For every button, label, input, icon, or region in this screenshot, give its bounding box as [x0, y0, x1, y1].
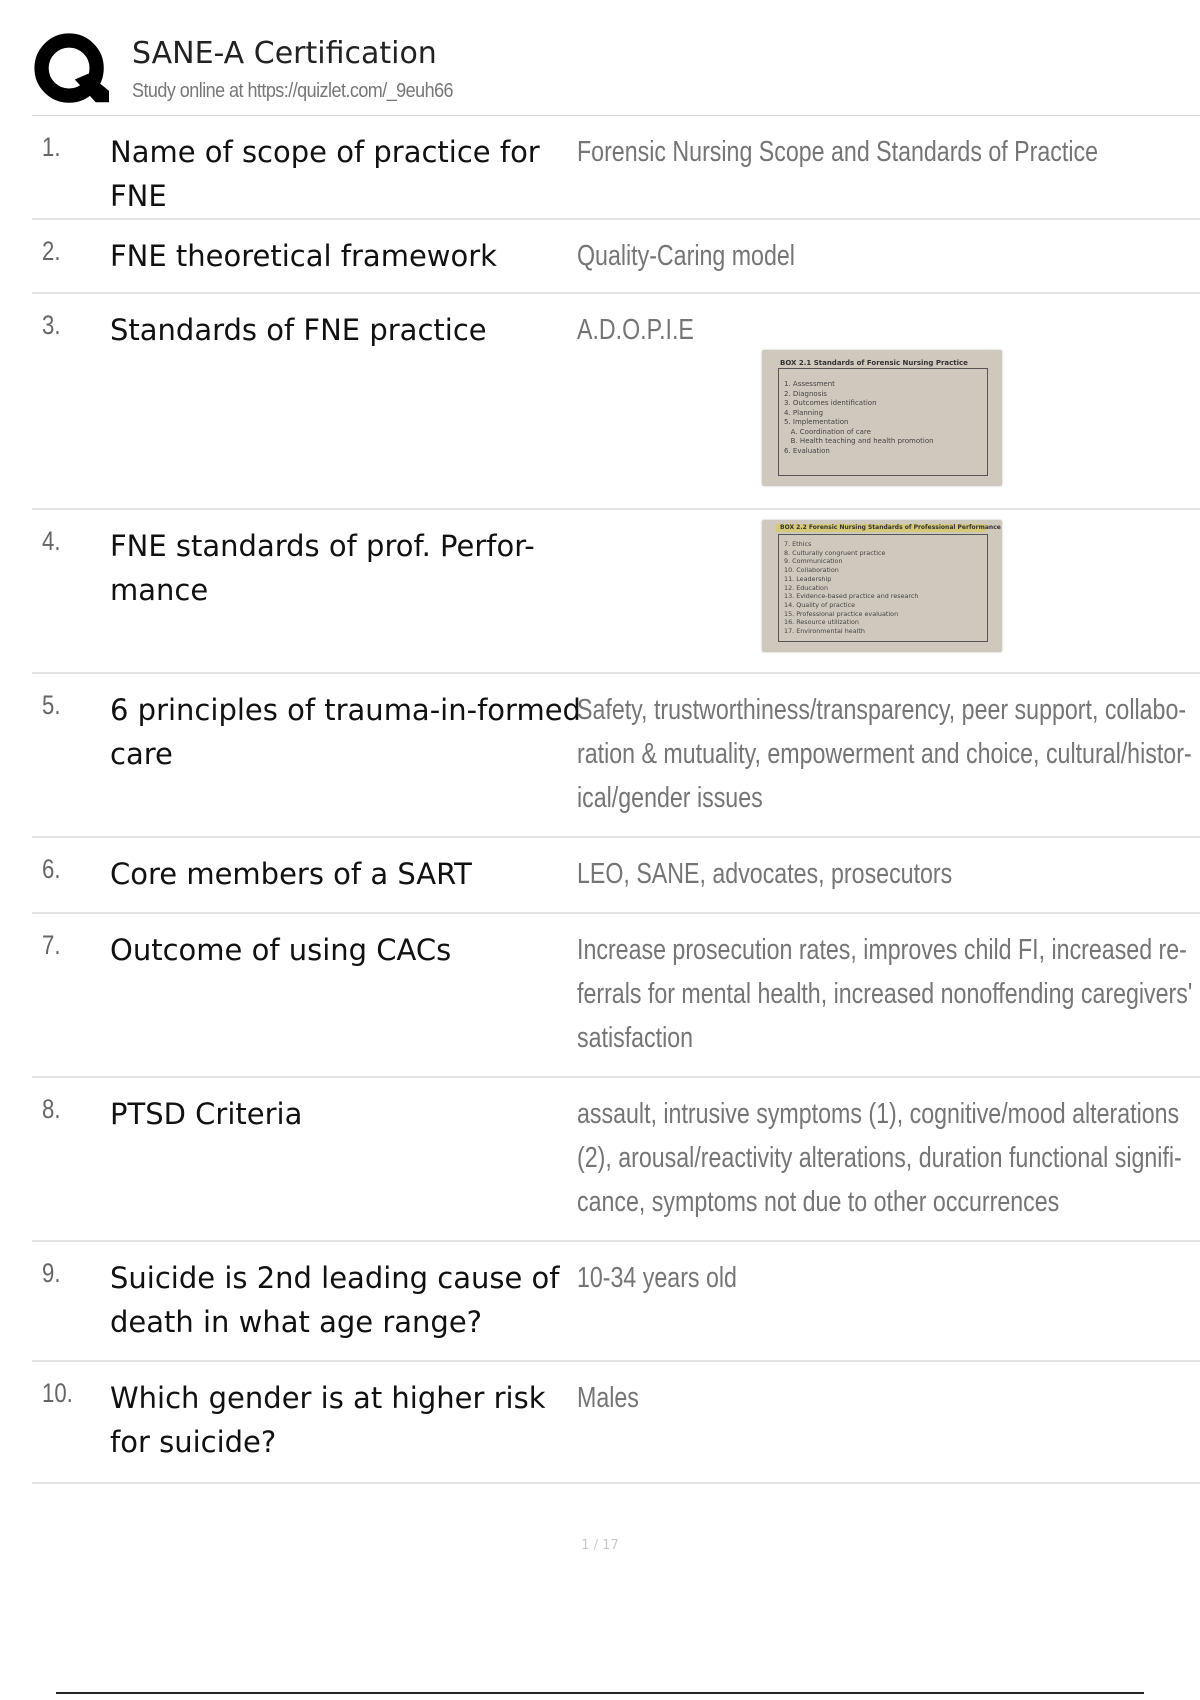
term: FNE theoretical framework	[110, 239, 497, 273]
definition: 10-34 years old	[577, 1262, 737, 1294]
definition: A.D.O.P.I.E	[577, 314, 694, 346]
definition: Males	[577, 1382, 639, 1414]
term: PTSD Criteria	[110, 1097, 303, 1131]
flashcard-row	[32, 294, 1200, 510]
flashcard-row	[32, 1078, 1200, 1242]
photo-list: 7. Ethics 8. Culturally congruent practice 9. Communication 10. Collaboration 11. Leadership 12. Education 13. Evidence-based practice and research 14. Quality of practice 15. Professional practice evaluation 16. Resource utilization 17. Environmental health	[784, 540, 919, 636]
photo-caption: BOX 2.2 Forensic Nursing Standards of Professional Performance	[780, 524, 1001, 531]
row-number: 5.	[42, 690, 61, 720]
document-header	[32, 32, 1200, 114]
flashcard-row	[32, 838, 1200, 914]
flashcard-row	[32, 914, 1200, 1078]
term: FNE standards of prof. Perfor-mance	[110, 529, 535, 607]
definition: LEO, SANE, advocates, prosecutors	[577, 858, 953, 890]
photo-caption: BOX 2.1 Standards of Forensic Nursing Practice	[780, 359, 968, 367]
page-number: 1 / 17	[581, 1538, 619, 1553]
flashcard-row	[32, 1362, 1200, 1484]
row-number: 6.	[42, 854, 61, 884]
study-online-link[interactable]: Study online at https://quizlet.com/_9euh66	[132, 80, 454, 102]
definition: Increase prosecution rates, improves child FI, increased re-ferrals for mental health, increased nonoffending caregivers' satisfaction	[577, 934, 1193, 1054]
row-number: 4.	[42, 526, 61, 556]
flashcard-row	[32, 1242, 1200, 1362]
row-number: 8.	[42, 1094, 61, 1124]
row-number: 10.	[42, 1378, 73, 1408]
row-number: 3.	[42, 310, 61, 340]
flashcard-row	[32, 674, 1200, 838]
definition: Forensic Nursing Scope and Standards of Practice	[577, 136, 1098, 168]
definition: assault, intrusive symptoms (1), cognitive/mood alterations (2), arousal/reactivity alterations, duration functional signifi-cance, symptoms not due to other occurrences	[577, 1098, 1182, 1218]
quizlet-logo-icon	[32, 32, 110, 108]
standards-box-photo	[762, 350, 1002, 486]
row-number: 7.	[42, 930, 61, 960]
definition: Safety, trustworthiness/transparency, peer support, collabo-ration & mutuality, empowerment and choice, cultural/histor-ical/gender issues	[577, 694, 1192, 814]
flashcard-row	[32, 220, 1200, 294]
term: Which gender is at higher risk for suicide?	[110, 1381, 546, 1459]
row-number: 1.	[42, 132, 61, 162]
performance-box-photo	[762, 520, 1002, 652]
term: Outcome of using CACs	[110, 933, 452, 967]
document-title: SANE-A Certification	[132, 36, 437, 71]
term: Suicide is 2nd leading cause of death in what age range?	[110, 1261, 560, 1339]
flashcard-row	[32, 510, 1200, 674]
row-number: 9.	[42, 1258, 61, 1288]
row-number: 2.	[42, 236, 61, 266]
page-bottom-rule	[56, 1692, 1144, 1694]
term: Name of scope of practice for FNE	[110, 135, 540, 213]
term: Core members of a SART	[110, 857, 472, 891]
term: Standards of FNE practice	[110, 313, 487, 347]
photo-list: 1. Assessment 2. Diagnosis 3. Outcomes identification 4. Planning 5. Implementation A. Coordination of care B. Health teaching and health promotion 6. Evaluation	[784, 380, 934, 455]
definition: Quality-Caring model	[577, 240, 795, 272]
flashcard-list	[32, 116, 1200, 1484]
flashcard-row	[32, 116, 1200, 220]
term: 6 principles of trauma-in-formed care	[110, 693, 581, 771]
